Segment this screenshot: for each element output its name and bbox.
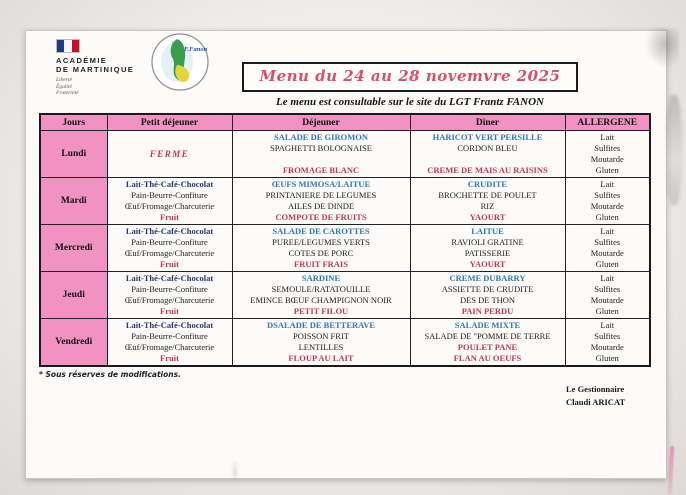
document-page (25, 30, 667, 479)
breakfast-cell (107, 272, 232, 319)
menu-line (413, 154, 563, 165)
allergen-line: Gluten (595, 165, 619, 175)
dinner-cell (410, 272, 565, 319)
signature-name: Claudi ARICAT (566, 397, 626, 407)
signature-role: Le Gestionnaire (566, 384, 625, 394)
menu-line: FLOUP AU LAIT (288, 352, 354, 363)
col-header-dejeuner: Déjeuner (232, 114, 410, 131)
menu-table-body (40, 131, 650, 366)
svg-text:Vé: Vé (171, 40, 178, 47)
allergen-line: Sulfites (594, 143, 621, 153)
menu-line: PUREE/LEGUMES VERTS (272, 237, 370, 247)
allergen-line: Gluten (595, 212, 619, 222)
allergen-line: Gluten (595, 306, 619, 316)
menu-line: SPAGHETTI BOLOGNAISE (270, 143, 372, 153)
menu-title-box (242, 62, 578, 92)
menu-line: POULET PANE (457, 341, 518, 352)
scan-artifact-pink-mark (668, 446, 675, 494)
breakfast-cell (107, 131, 232, 178)
menu-subtitle: Le menu est consultable sur le site du LGT Frantz FANON (276, 96, 544, 108)
menu-line: COMPOTE DE FRUITS (275, 212, 367, 222)
menu-line: CREME DUBARRY (449, 273, 526, 283)
menu-line (235, 154, 408, 165)
allergen-line: Lait (600, 319, 615, 330)
allergen-cell (565, 178, 650, 225)
menu-line: Lait-Thé-Café-Chocolat (125, 226, 214, 236)
menu-line: SALADE MIXTE (454, 319, 521, 330)
menu-title: Menu du 24 au 28 novemvre 2025 (259, 67, 561, 85)
menu-line: Pain-Beurre-Confiture (131, 330, 208, 341)
dinner-cell (410, 131, 565, 178)
republic-motto (56, 77, 134, 97)
menu-line: FERME (149, 148, 190, 159)
menu-line: YAOURT (469, 212, 506, 222)
menu-line: Pain-Beurre-Confiture (131, 190, 208, 200)
academy-name-line2: DE MARTINIQUE (56, 65, 135, 74)
menu-line: SALADE DE CAROTTES (272, 226, 370, 236)
menu-line: PAIN PERDU (461, 306, 514, 316)
allergen-line: Lait (600, 273, 615, 283)
col-header-allergene: ALLERGENE (565, 114, 650, 131)
menu-line: Œuf/Fromage/Charcuterie (124, 201, 215, 211)
scan-artifact-edge-streak (666, 95, 682, 205)
allergen-line: Sulfites (594, 330, 621, 341)
menu-line: BROCHETTE DE POULET (438, 190, 537, 200)
breakfast-cell (107, 178, 232, 225)
motto-egalite: Égalité (56, 83, 72, 90)
table-row (40, 319, 650, 366)
allergen-line: Moutarde (590, 295, 624, 305)
breakfast-cell (107, 319, 232, 366)
scan-artifact-smudge (231, 459, 239, 483)
menu-line: EMINCE BŒUF CHAMPIGNON NOIR (250, 295, 392, 305)
school-logo-text: F.Fanon (184, 46, 208, 53)
allergen-cell (565, 319, 650, 366)
menu-line: Lait-Thé-Café-Chocolat (125, 319, 214, 330)
menu-table (39, 113, 651, 367)
menu-line: SALADE DE "POMME DE TERRE (424, 330, 551, 341)
menu-line: CORDON BLEU (457, 143, 518, 153)
table-header-row (40, 114, 650, 131)
day-cell: Vendredi (40, 319, 107, 366)
allergen-line: Moutarde (590, 341, 624, 352)
lunch-cell (232, 319, 410, 366)
menu-line: ASSIETTE DE CRUDITE (441, 284, 534, 294)
menu-line: Lait-Thé-Café-Chocolat (125, 273, 214, 283)
allergen-line: Lait (600, 132, 615, 142)
menu-line: Pain-Beurre-Confiture (131, 237, 208, 247)
menu-line: LENTILLES (298, 341, 344, 352)
french-flag-icon (56, 39, 80, 53)
footnote: * Sous réserves de modifications. (39, 370, 181, 379)
dinner-cell (410, 319, 565, 366)
menu-line: DSALADE DE BETTERAVE (266, 319, 375, 330)
allergen-line: Moutarde (590, 154, 624, 164)
motto-fraternite: Fraternité (56, 90, 79, 96)
menu-line: ŒUFS MIMOSA/LAITUE (271, 179, 371, 189)
menu-line: AILES DE DINDE (287, 201, 355, 211)
table-row (40, 272, 650, 319)
menu-line: FRUIT FRAIS (294, 259, 348, 269)
menu-line: SARDINE (301, 273, 341, 283)
allergen-line: Moutarde (590, 248, 624, 258)
menu-line: PRINTANIERE DE LEGUMES (265, 190, 377, 200)
allergen-line: Gluten (595, 352, 619, 363)
breakfast-cell (107, 225, 232, 272)
menu-line: DES DE THON (459, 295, 516, 305)
col-header-jours: Jours (40, 114, 107, 131)
school-logo (150, 32, 210, 92)
allergen-line: Gluten (595, 259, 619, 269)
allergen-line: Lait (600, 226, 615, 236)
menu-line: Fruit (160, 352, 179, 363)
academy-name-line1: ACADÉMIE (56, 56, 108, 65)
allergen-line: Moutarde (590, 201, 624, 211)
menu-line: RIZ (480, 201, 495, 211)
menu-line: RAVIOLI GRATINE (451, 237, 524, 247)
title-block (242, 62, 578, 108)
day-cell: Mercredi (40, 225, 107, 272)
col-header-diner: Dîner (410, 114, 565, 131)
menu-line: Lait-Thé-Café-Chocolat (125, 179, 214, 189)
lunch-cell (232, 225, 410, 272)
menu-line: Œuf/Fromage/Charcuterie (124, 248, 215, 258)
lunch-cell (232, 178, 410, 225)
allergen-line: Sulfites (594, 190, 621, 200)
menu-line: YAOURT (469, 259, 506, 269)
menu-line: COTES DE PORC (288, 248, 354, 258)
menu-line: PETIT FILOU (293, 306, 349, 316)
allergen-cell (565, 225, 650, 272)
allergen-cell (565, 272, 650, 319)
menu-line: Fruit (160, 259, 179, 269)
menu-line: Fruit (160, 306, 179, 316)
lunch-cell (232, 272, 410, 319)
menu-line: Pain-Beurre-Confiture (131, 284, 208, 294)
lunch-cell (232, 131, 410, 178)
menu-line: Œuf/Fromage/Charcuterie (124, 341, 215, 352)
menu-line: PATISSERIE (464, 248, 511, 258)
menu-line: HARICOT VERT PERSILLE (432, 132, 543, 142)
allergen-line: Sulfites (594, 237, 621, 247)
day-cell: Mardi (40, 178, 107, 225)
day-cell: Lundi (40, 131, 107, 178)
menu-line: CREME DE MAIS AU RAISINS (427, 165, 548, 175)
col-header-petit-dejeuner: Petit déjeuner (107, 114, 232, 131)
dinner-cell (410, 178, 565, 225)
menu-line: FROMAGE BLANC (282, 165, 360, 175)
menu-line: Fruit (160, 212, 179, 222)
menu-line: Œuf/Fromage/Charcuterie (124, 295, 215, 305)
menu-line: FLAN AU OEUFS (453, 352, 522, 363)
signature-block (566, 383, 625, 409)
academie-martinique-logo (56, 39, 134, 97)
table-row (40, 178, 650, 225)
allergen-line: Lait (600, 179, 615, 189)
menu-line: SALADE DE GIROMON (274, 132, 368, 142)
martinique-island-icon (150, 32, 210, 92)
table-row (40, 225, 650, 272)
allergen-line: Sulfites (594, 284, 621, 294)
dinner-cell (410, 225, 565, 272)
allergen-cell (565, 131, 650, 178)
menu-line: CRUDITE (467, 179, 508, 189)
menu-line: LAITUE (471, 226, 504, 236)
menu-line: SEMOULE/RATATOUILLE (271, 284, 371, 294)
menu-line: POISSON FRIT (293, 330, 349, 341)
motto-liberte: Liberté (56, 77, 72, 83)
day-cell: Jeudi (40, 272, 107, 319)
table-row (40, 131, 650, 178)
